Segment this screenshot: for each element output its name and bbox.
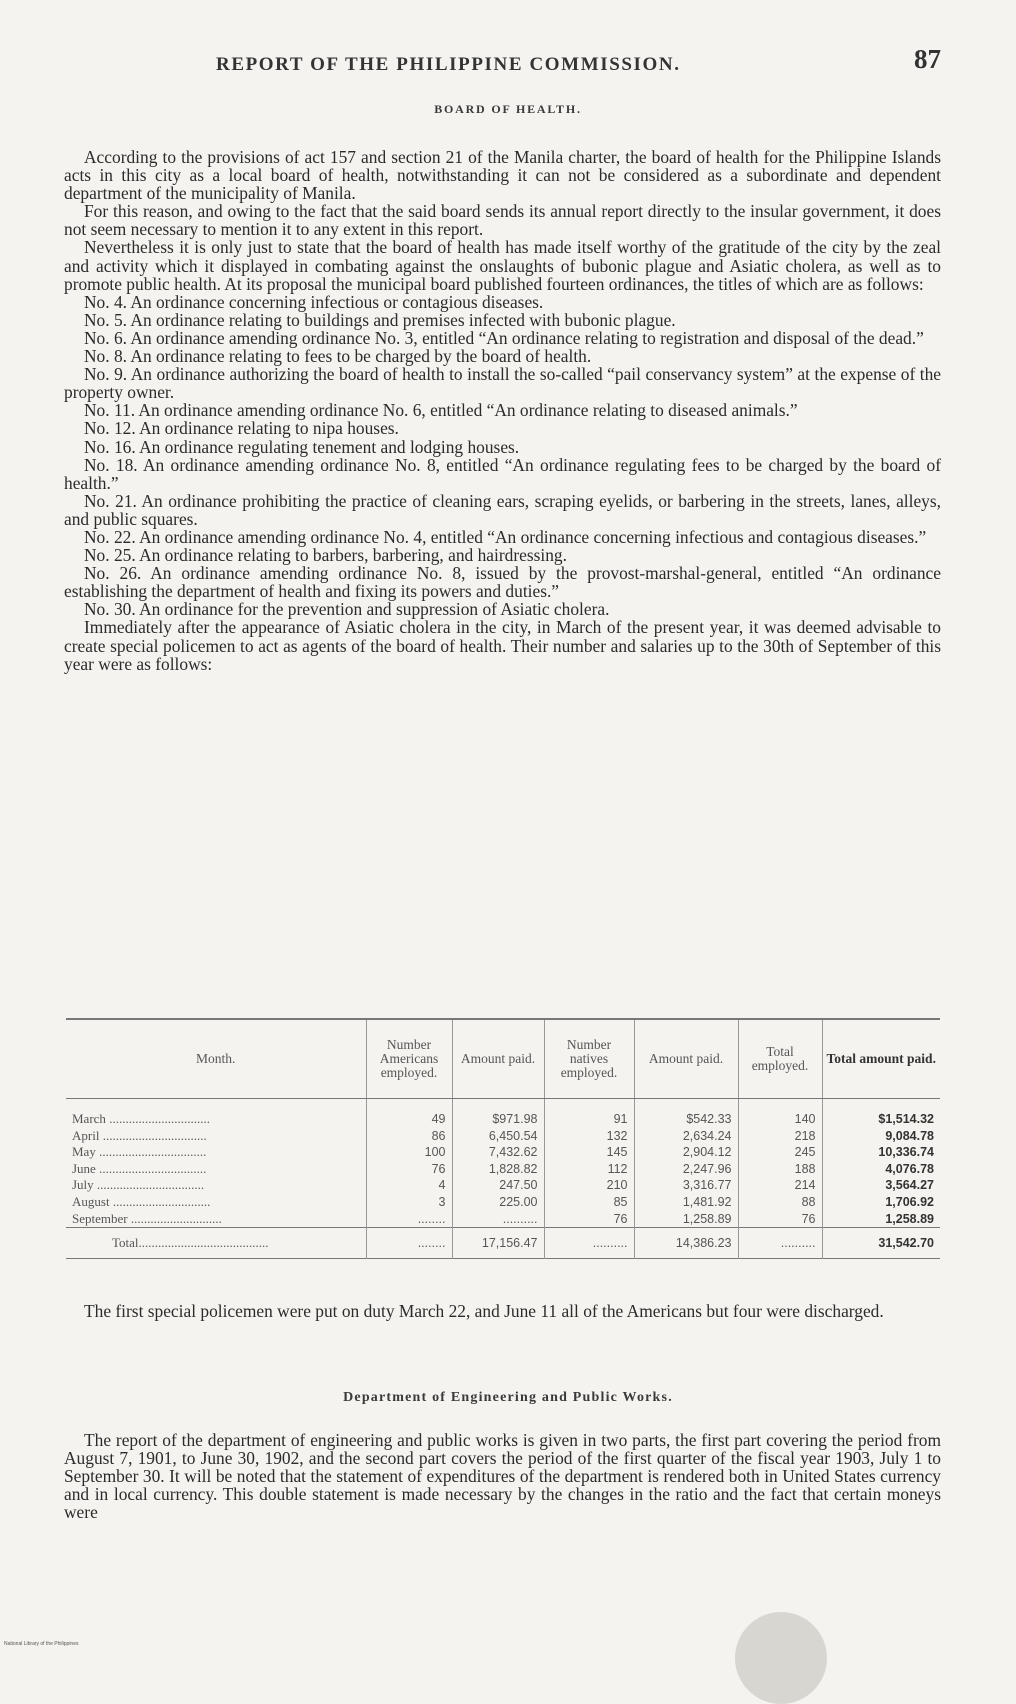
column-header-americans: Number Americans employed. [366,1019,452,1099]
cell-am-num: 100 [366,1144,452,1161]
ordinance-item: No. 9. An ordinance authorizing the board of health to install the so-called “pail conservancy system” at the expense of the property owner. [64,364,941,403]
ordinance-item: No. 16. An ordinance regulating tenement and lodging houses. [84,436,520,457]
cell-total-paid: 4,076.78 [822,1161,940,1178]
cell-nat-paid: 2,904.12 [634,1144,738,1161]
cell-nat-paid: 2,247.96 [634,1161,738,1178]
cell-am-num: 49 [366,1099,452,1128]
cell-total-am-num: ........ [366,1228,452,1259]
column-header-americans-paid: Amount paid. [452,1019,544,1099]
ordinance-item: No. 6. An ordinance amending ordinance No. 3, entitled “An ordinance relating to registration and disposal of the dead.” [84,327,924,348]
cell-total-emp: 140 [738,1099,822,1128]
cell-nat-paid: 2,634.24 [634,1128,738,1145]
ordinance-item: No. 4. An ordinance concerning infectious or contagious diseases. [84,291,544,312]
library-seal-mark [735,1612,827,1704]
cell-am-paid: $971.98 [452,1099,544,1128]
ordinance-item: No. 25. An ordinance relating to barbers, barbering, and hairdressing. [84,545,567,566]
ordinance-item: No. 30. An ordinance for the prevention and suppression of Asiatic cholera. [84,599,610,620]
cell-month: July ................................. [72,1177,205,1193]
ordinance-item: No. 18. An ordinance amending ordinance No. 8, entitled “An ordinance regulating fees to be charged by the board of health.” [64,454,941,493]
running-title: REPORT OF THE PHILIPPINE COMMISSION. [216,54,681,75]
cell-nat-num: 132 [544,1128,634,1145]
column-header-natives-paid: Amount paid. [634,1019,738,1099]
column-header-natives: Number natives employed. [544,1019,634,1099]
cell-total-emp: 188 [738,1161,822,1178]
running-head [64,44,941,80]
cell-am-paid: 7,432.62 [452,1144,544,1161]
section-heading-engineering: Department of Engineering and Public Works. [343,1390,673,1405]
cell-total-paid: 9,084.78 [822,1128,940,1145]
paragraph-duty: The first special policemen were put on duty March 22, and June 11 all of the Americans but four were discharged. [84,1301,884,1321]
paragraph: For this reason, and owing to the fact that the said board sends its annual report directly to the insular government, it does not seem necessary to mention it to any extent in this report. [64,201,941,240]
cell-nat-paid: 1,258.89 [634,1211,738,1228]
cell-month: June ................................. [72,1160,207,1176]
cell-nat-num: 210 [544,1177,634,1194]
cell-am-paid: 247.50 [452,1177,544,1194]
cell-nat-num: 91 [544,1099,634,1128]
paragraph-policemen: Immediately after the appearance of Asiatic cholera in the city, in March of the present year, it was deemed advisable to create special policemen to act as agents of the board of health. Their number and salaries up to the 30th of September of this year were as follows: [64,617,941,674]
cell-total-label: Total........................................ [66,1228,366,1259]
cell-total-paid: 1,258.89 [822,1211,940,1228]
cell-am-paid: 6,450.54 [452,1128,544,1145]
table-row [66,1211,940,1228]
paragraph-engineering: The report of the department of engineering and public works is given in two parts, the first part covering the period from August 7, 1901, to June 30, 1902, and the second part covers the period of the first quarter of the fiscal year 1903, July 1 to September 30. It will be noted that the statement of expenditures of the department is rendered both in United States currency and in local currency. This double statement is made necessary by the changes in the ratio and the fact that certain moneys were [64,1430,941,1523]
policemen-salary-table [66,1018,940,1259]
cell-month: September ............................ [72,1210,222,1226]
cell-am-num: 86 [366,1128,452,1145]
ordinance-item: No. 12. An ordinance relating to nipa houses. [84,418,399,439]
cell-month: August .............................. [72,1193,211,1209]
table-header-row [66,1019,940,1099]
paragraph: According to the provisions of act 157 and section 21 of the Manila charter, the board of health for the Philippine Islands acts in this city as a local board of health, notwithstanding it can not be considered as a subordinate and dependent department of the municipality of Manila. [64,147,941,204]
cell-total-emp: .......... [738,1228,822,1259]
table-row [66,1194,940,1211]
cell-total-emp: 218 [738,1128,822,1145]
cell-month: May ................................. [72,1144,207,1160]
table-row [66,1144,940,1161]
cell-total-paid: 3,564.27 [822,1177,940,1194]
ordinance-item: No. 8. An ordinance relating to fees to be charged by the board of health. [84,346,592,367]
cell-total-paid: 10,336.74 [822,1144,940,1161]
cell-total-nat-num: .......... [544,1228,634,1259]
cell-am-paid: 225.00 [452,1194,544,1211]
cell-am-num: 76 [366,1161,452,1178]
table-row [66,1161,940,1178]
body-text-duty [64,1302,941,1320]
column-header-month: Month. [66,1019,366,1099]
ordinance-item: No. 21. An ordinance prohibiting the practice of cleaning ears, scraping eyelids, or barbering in the streets, lanes, alleys, and public squares. [64,490,941,529]
paragraph: Nevertheless it is only just to state that the board of health has made itself worthy of the gratitude of the city by the zeal and activity which it displayed in combating against the onslaughts of bubonic plague and Asiatic cholera, as well as to promote public health. At its proposal the municipal board published fourteen ordinances, the titles of which are as follows: [64,237,941,294]
table-total-row [66,1228,940,1259]
body-text-health [64,148,941,673]
cell-total-grand: 31,542.70 [822,1228,940,1259]
cell-nat-paid: $542.33 [634,1099,738,1128]
cell-am-num: ........ [366,1211,452,1228]
column-header-total-employed: Total employed. [738,1019,822,1099]
cell-nat-paid: 1,481.92 [634,1194,738,1211]
section-heading-board-of-health: BOARD OF HEALTH. [434,102,582,116]
footer-credit: National Library of the Philippines [4,1641,79,1647]
table-row [66,1099,940,1128]
cell-total-am-paid: 17,156.47 [452,1228,544,1259]
cell-nat-num: 112 [544,1161,634,1178]
table-row [66,1177,940,1194]
ordinance-item: No. 11. An ordinance amending ordinance No. 6, entitled “An ordinance relating to diseased animals.” [84,400,798,421]
ordinance-item: No. 5. An ordinance relating to buildings and premises infected with bubonic plague. [84,309,676,330]
page-number: 87 [914,44,941,74]
cell-total-nat-paid: 14,386.23 [634,1228,738,1259]
ordinance-item: No. 22. An ordinance amending ordinance No. 4, entitled “An ordinance concerning infectious and contagious diseases.” [84,526,927,547]
body-text-engineering [64,1431,941,1521]
cell-nat-num: 76 [544,1211,634,1228]
cell-total-emp: 245 [738,1144,822,1161]
cell-am-num: 4 [366,1177,452,1194]
cell-total-paid: 1,706.92 [822,1194,940,1211]
column-header-total-paid: Total amount paid. [822,1019,940,1099]
cell-total-emp: 214 [738,1177,822,1194]
ordinance-item: No. 26. An ordinance amending ordinance No. 8, issued by the provost-marshal-general, entitled “An ordinance establishing the department of health and fixing its powers and duties.” [64,563,941,602]
cell-am-paid: .......... [452,1211,544,1228]
cell-nat-num: 145 [544,1144,634,1161]
cell-month: April ................................ [72,1127,207,1143]
cell-nat-num: 85 [544,1194,634,1211]
cell-total-emp: 76 [738,1211,822,1228]
cell-total-paid: $1,514.32 [822,1099,940,1128]
table-row [66,1128,940,1145]
cell-month: March ............................... [72,1111,210,1126]
cell-total-emp: 88 [738,1194,822,1211]
cell-am-paid: 1,828.82 [452,1161,544,1178]
cell-am-num: 3 [366,1194,452,1211]
cell-nat-paid: 3,316.77 [634,1177,738,1194]
